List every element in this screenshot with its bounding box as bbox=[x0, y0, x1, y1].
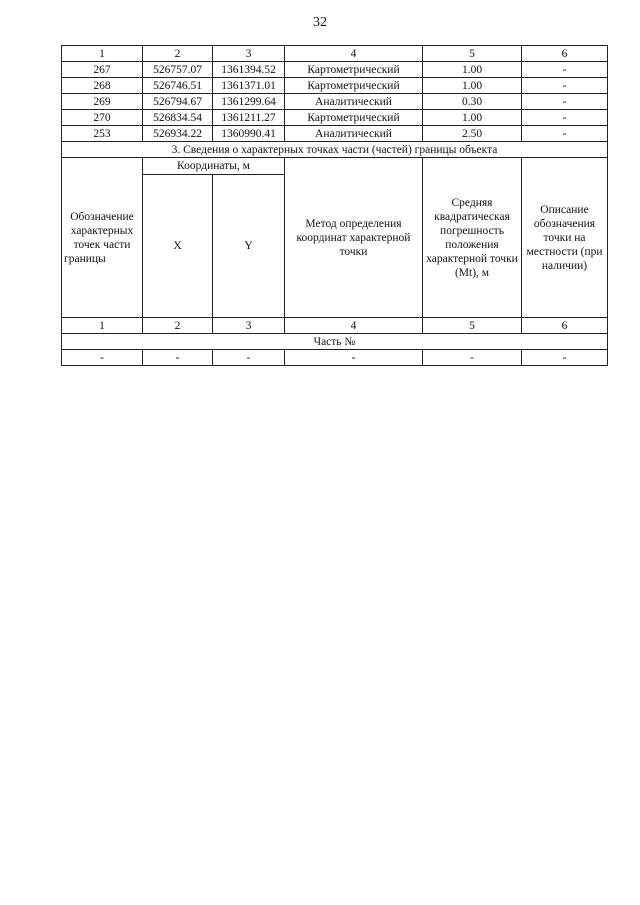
column-number: 1 bbox=[62, 318, 143, 334]
section-title-row bbox=[62, 142, 608, 158]
empty-cell: - bbox=[522, 350, 608, 366]
empty-cell: - bbox=[213, 350, 285, 366]
header-method: Метод определения координат характерной точки bbox=[285, 158, 423, 318]
table-row bbox=[62, 62, 608, 78]
section-title: 3. Сведения о характерных точках части (частей) границы объекта bbox=[62, 142, 608, 158]
coord-x: 526757.07 bbox=[143, 62, 213, 78]
coord-x: 526934.22 bbox=[143, 126, 213, 142]
header-description: Описание обозначения точки на местности (при наличии) bbox=[522, 158, 608, 318]
coord-x: 526834.54 bbox=[143, 110, 213, 126]
table-row bbox=[62, 126, 608, 142]
part-label: Часть № bbox=[62, 334, 608, 350]
point-id: 268 bbox=[62, 78, 143, 94]
table-row bbox=[62, 94, 608, 110]
table1-column-numbers-row bbox=[62, 46, 608, 62]
method: Картометрический bbox=[285, 78, 423, 94]
point-id: 270 bbox=[62, 110, 143, 126]
description: - bbox=[522, 62, 608, 78]
empty-cell: - bbox=[143, 350, 213, 366]
empty-cell: - bbox=[285, 350, 423, 366]
header-error: Средняя квадратическая погрешность положения характерной точки (Mt), м bbox=[423, 158, 522, 318]
header-designation: Обозначение характерных точек части границы bbox=[62, 158, 143, 318]
column-number: 3 bbox=[213, 318, 285, 334]
method: Картометрический bbox=[285, 62, 423, 78]
point-id: 253 bbox=[62, 126, 143, 142]
header-x: X bbox=[143, 175, 213, 318]
error: 2.50 bbox=[423, 126, 522, 142]
coord-y: 1360990.41 bbox=[213, 126, 285, 142]
column-number: 3 bbox=[213, 46, 285, 62]
method: Аналитический bbox=[285, 94, 423, 110]
coord-y: 1361299.64 bbox=[213, 94, 285, 110]
table-row bbox=[62, 350, 608, 366]
column-number: 4 bbox=[285, 46, 423, 62]
table-row bbox=[62, 110, 608, 126]
method: Аналитический bbox=[285, 126, 423, 142]
column-number: 4 bbox=[285, 318, 423, 334]
error: 1.00 bbox=[423, 62, 522, 78]
coord-x: 526794.67 bbox=[143, 94, 213, 110]
point-id: 269 bbox=[62, 94, 143, 110]
point-id: 267 bbox=[62, 62, 143, 78]
error: 1.00 bbox=[423, 78, 522, 94]
empty-cell: - bbox=[423, 350, 522, 366]
column-number: 5 bbox=[423, 318, 522, 334]
description: - bbox=[522, 94, 608, 110]
table-row bbox=[62, 78, 608, 94]
coord-x: 526746.51 bbox=[143, 78, 213, 94]
header-coordinates: Координаты, м bbox=[143, 158, 285, 175]
header-y: Y bbox=[213, 175, 285, 318]
section3-column-numbers-row bbox=[62, 318, 608, 334]
column-number: 5 bbox=[423, 46, 522, 62]
column-number: 6 bbox=[522, 46, 608, 62]
coord-y: 1361371.01 bbox=[213, 78, 285, 94]
section3-header-row bbox=[62, 158, 608, 175]
column-number: 6 bbox=[522, 318, 608, 334]
coord-y: 1361394.52 bbox=[213, 62, 285, 78]
coord-y: 1361211.27 bbox=[213, 110, 285, 126]
method: Картометрический bbox=[285, 110, 423, 126]
error: 1.00 bbox=[423, 110, 522, 126]
column-number: 1 bbox=[62, 46, 143, 62]
description: - bbox=[522, 110, 608, 126]
coordinates-table bbox=[61, 45, 608, 366]
empty-cell: - bbox=[62, 350, 143, 366]
page-number: 32 bbox=[313, 15, 327, 30]
column-number: 2 bbox=[143, 318, 213, 334]
column-number: 2 bbox=[143, 46, 213, 62]
part-label-row bbox=[62, 334, 608, 350]
description: - bbox=[522, 126, 608, 142]
error: 0.30 bbox=[423, 94, 522, 110]
description: - bbox=[522, 78, 608, 94]
